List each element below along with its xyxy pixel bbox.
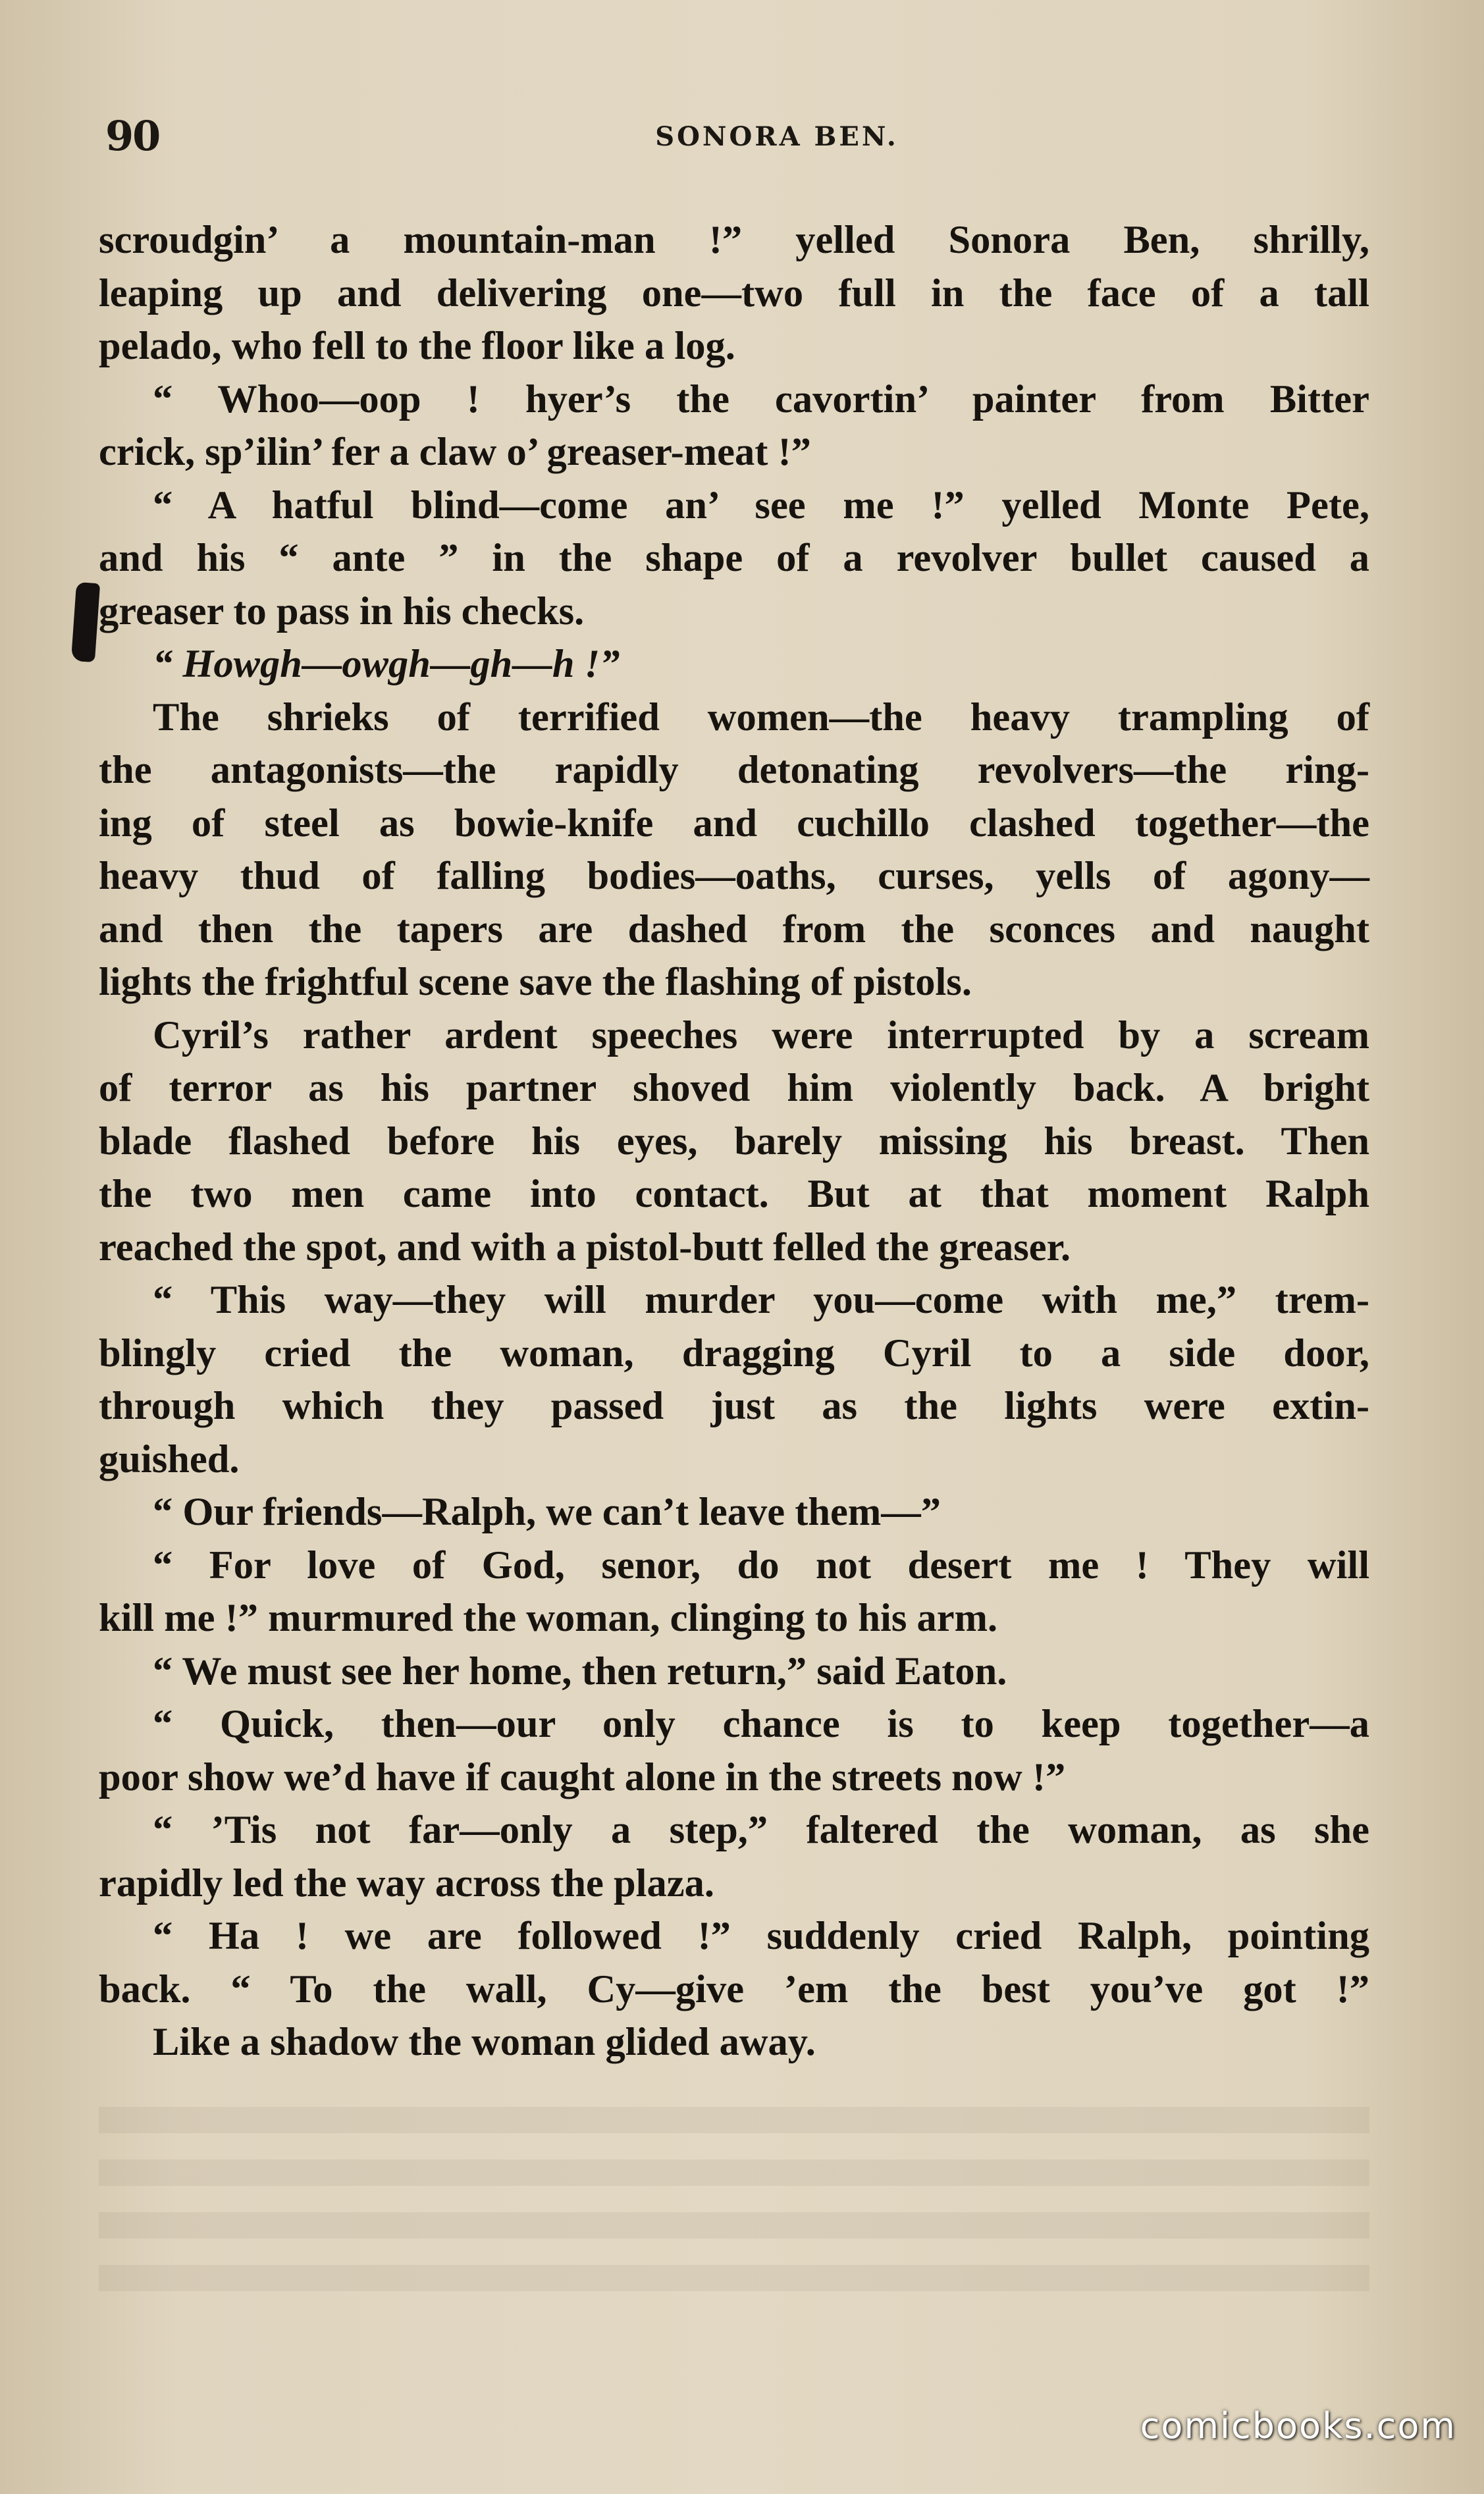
- page-number: 90: [105, 112, 160, 160]
- text-line: “ Ha ! we are followed !” suddenly cried Ralph, pointing: [153, 1914, 1369, 1958]
- running-head: SONORA BEN.: [655, 121, 899, 152]
- text-line: The shrieks of terrified women—the heavy trampling of: [153, 695, 1369, 739]
- page-header: [92, 112, 1369, 165]
- text-line: blingly cried the woman, dragging Cyril to a side door,: [99, 1331, 1369, 1375]
- ink-smudge: [71, 582, 100, 662]
- text-line: “ This way—they will murder you—come with me,” trem-: [153, 1278, 1369, 1322]
- text-line: reached the spot, and with a pistol-butt felled the greaser.: [99, 1225, 1071, 1269]
- site-watermark: comicbooks.com: [1140, 2405, 1456, 2447]
- text-line: ing of steel as bowie-knife and cuchillo clashed together—the: [99, 801, 1369, 845]
- text-line: crick, sp’ilin’ fer a claw o’ greaser-meat !”: [99, 430, 811, 474]
- text-line: and then the tapers are dashed from the sconces and naught: [99, 907, 1369, 951]
- text-line: scroudgin’ a mountain-man !” yelled Sonora Ben, shrilly,: [99, 218, 1369, 262]
- show-through-text: [99, 2107, 1369, 2304]
- text-line: Like a shadow the woman glided away.: [153, 2020, 816, 2064]
- text-line: “ ’Tis not far—only a step,” faltered the woman, as she: [153, 1808, 1369, 1852]
- text-line: guished.: [99, 1437, 240, 1481]
- text-line: the antagonists—the rapidly detonating revolvers—the ring-: [99, 748, 1369, 792]
- text-line: and his “ ante ” in the shape of a revolver bullet caused a: [99, 536, 1369, 580]
- text-line: “ Whoo—oop ! hyer’s the cavortin’ painter from Bitter: [153, 377, 1369, 421]
- text-line: back. “ To the wall, Cy—give ’em the best you’ve got !”: [99, 1967, 1369, 2011]
- text-line: rapidly led the way across the plaza.: [99, 1861, 714, 1905]
- body-text: [99, 214, 1369, 2069]
- text-line: poor show we’d have if caught alone in the streets now !”: [99, 1755, 1066, 1799]
- text-line: through which they passed just as the lights were extin-: [99, 1384, 1369, 1428]
- text-line: lights the frightful scene save the flashing of pistols.: [99, 960, 972, 1004]
- text-line: pelado, who fell to the floor like a log.: [99, 324, 735, 368]
- text-line: of terror as his partner shoved him violently back. A bright: [99, 1066, 1369, 1110]
- text-line: “ Quick, then—our only chance is to keep together—a: [153, 1702, 1369, 1746]
- text-line: “ Howgh—owgh—gh—h !”: [153, 642, 620, 686]
- text-line: kill me !” murmured the woman, clinging to his arm.: [99, 1596, 998, 1640]
- text-line: “ We must see her home, then return,” said Eaton.: [153, 1649, 1007, 1693]
- text-line: the two men came into contact. But at that moment Ralph: [99, 1172, 1369, 1216]
- text-line: greaser to pass in his checks.: [99, 589, 585, 633]
- text-line: “ For love of God, senor, do not desert me ! They will: [153, 1543, 1369, 1587]
- text-line: blade flashed before his eyes, barely missing his breast. Then: [99, 1119, 1369, 1163]
- text-line: leaping up and delivering one—two full in the face of a tall: [99, 271, 1369, 315]
- text-line: Cyril’s rather ardent speeches were interrupted by a scream: [153, 1013, 1369, 1057]
- text-line: “ A hatful blind—come an’ see me !” yelled Monte Pete,: [153, 483, 1369, 527]
- text-line: heavy thud of falling bodies—oaths, curses, yells of agony—: [99, 854, 1369, 898]
- text-line: “ Our friends—Ralph, we can’t leave them—”: [153, 1490, 941, 1534]
